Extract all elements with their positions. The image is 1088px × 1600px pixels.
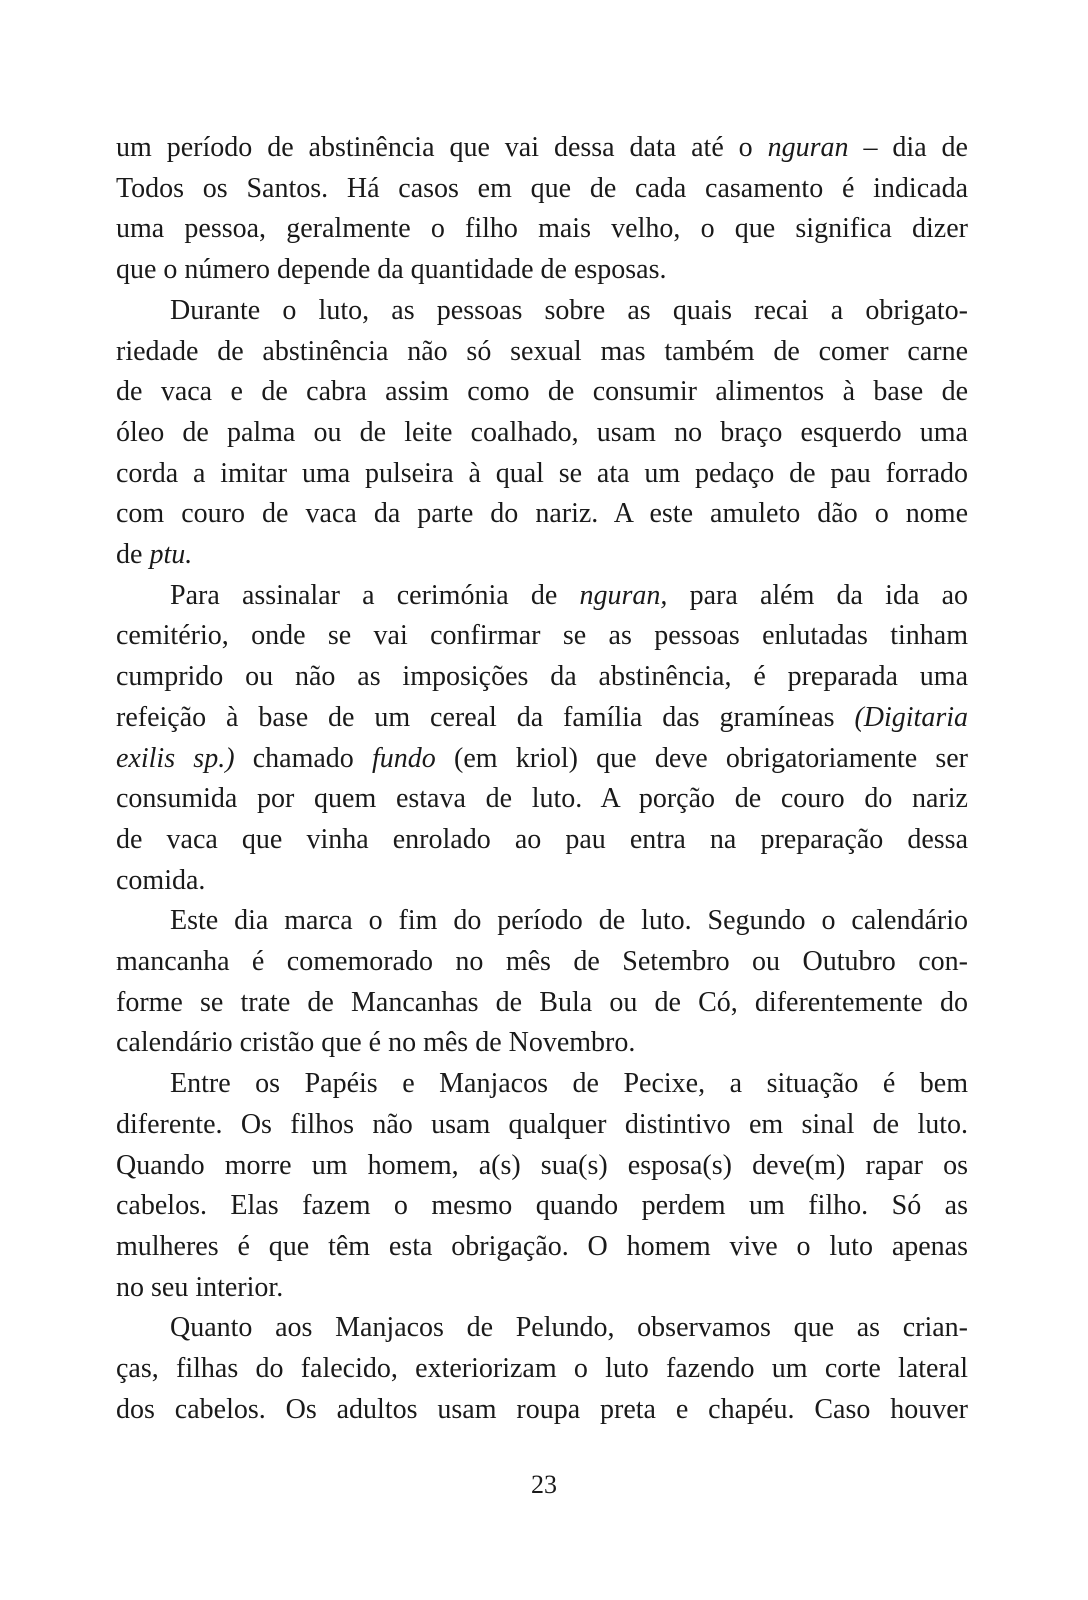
text-line <box>116 942 968 983</box>
text-line <box>116 1227 968 1268</box>
text-run: de vaca e de cabra assim como de consumir alimentos à base de <box>116 376 968 408</box>
text-run: no seu interior. <box>116 1271 284 1303</box>
paragraph <box>116 901 968 1064</box>
text-line <box>116 250 968 291</box>
text-line <box>116 698 968 739</box>
text-run: Quando morre um homem, a(s) sua(s) esposa(s) deve(m) rapar os <box>116 1149 968 1181</box>
text-run: forme se trate de Mancanhas de Bula ou de Có, diferentemente do <box>116 986 968 1018</box>
text-line <box>116 1064 968 1105</box>
text-line <box>116 820 968 861</box>
text-line <box>116 169 968 210</box>
italic-term: exilis sp.) <box>116 742 235 774</box>
text-run: riedade de abstinência não só sexual mas também de comer carne <box>116 335 968 367</box>
text-run: diferente. Os filhos não usam qualquer distintivo em sinal de luto. <box>116 1108 968 1140</box>
italic-term: nguran <box>767 132 849 163</box>
italic-term: (Digitaria <box>854 701 968 733</box>
text-line <box>116 779 968 820</box>
text-run: consumida por quem estava de luto. A porção de couro do nariz <box>116 783 968 815</box>
text-line <box>116 291 968 332</box>
text-line <box>116 616 968 657</box>
text-line <box>116 657 968 698</box>
text-line <box>116 983 968 1024</box>
text-run: comida. <box>116 864 206 896</box>
text-line <box>116 861 968 902</box>
paragraph <box>116 1308 968 1430</box>
text-run: óleo de palma ou de leite coalhado, usam no braço esquerdo uma <box>116 416 968 448</box>
text-run: (em kriol) que deve obrigatoriamente ser <box>435 742 969 774</box>
text-run: Quanto aos Manjacos de Pelundo, observamos que as crian- <box>170 1312 968 1344</box>
text-run: uma pessoa, geralmente o filho mais velho, o que significa dizer <box>116 213 968 245</box>
text-run: dos cabelos. Os adultos usam roupa preta e chapéu. Caso houver <box>116 1393 968 1425</box>
text-run: mulheres é que têm esta obrigação. O homem vive o luto apenas <box>116 1230 968 1262</box>
text-run: de vaca que vinha enrolado ao pau entra na preparação dessa <box>116 823 968 855</box>
text-run: Este dia marca o fim do período de luto. Segundo o calendário <box>170 905 968 937</box>
text-line <box>116 1105 968 1146</box>
text-run: Para assinalar a cerimónia de <box>170 579 580 611</box>
text-run: cumprido ou não as imposições da abstinência, é preparada uma <box>116 661 968 693</box>
page-number: 23 <box>531 1470 557 1499</box>
text-line <box>116 901 968 942</box>
body-text <box>116 128 968 1431</box>
text-line <box>116 535 968 576</box>
text-run: calendário cristão que é no mês de Novembro. <box>116 1027 636 1059</box>
text-line <box>116 1186 968 1227</box>
text-line <box>116 1268 968 1309</box>
text-run: Durante o luto, as pessoas sobre as quais recai a obrigato- <box>170 294 968 326</box>
text-run: Entre os Papéis e Manjacos de Pecixe, a situação é bem <box>170 1068 968 1100</box>
text-run: Todos os Santos. Há casos em que de cada casamento é indicada <box>116 172 968 204</box>
text-run: um período de abstinência que vai dessa data até o <box>116 132 768 163</box>
text-run: mancanha é comemorado no mês de Setembro ou Outubro con- <box>116 946 968 978</box>
text-line <box>116 454 968 495</box>
text-line <box>116 1390 968 1431</box>
paragraph <box>116 576 968 902</box>
italic-term: nguran, <box>579 579 668 611</box>
paragraph <box>116 128 968 291</box>
paragraph <box>116 291 968 576</box>
text-run: cemitério, onde se vai confirmar se as pessoas enlutadas tinham <box>116 620 968 652</box>
text-run: cabelos. Elas fazem o mesmo quando perdem um filho. Só as <box>116 1190 968 1222</box>
text-line <box>116 494 968 535</box>
italic-term: ptu. <box>149 539 193 571</box>
text-line <box>116 128 968 169</box>
text-line <box>116 739 968 780</box>
text-line <box>116 1349 968 1390</box>
text-run: com couro de vaca da parte do nariz. A este amuleto dão o nome <box>116 498 968 530</box>
text-line <box>116 1023 968 1064</box>
text-run: refeição à base de um cereal da família das gramíneas <box>116 701 855 733</box>
text-line <box>116 576 968 617</box>
text-line <box>116 413 968 454</box>
text-line <box>116 209 968 250</box>
text-run: corda a imitar uma pulseira à qual se ata um pedaço de pau forrado <box>116 457 968 489</box>
text-line <box>116 332 968 373</box>
italic-term: fundo <box>372 742 436 774</box>
text-line <box>116 1146 968 1187</box>
text-run: chamado <box>234 742 373 774</box>
text-run: ças, filhas do falecido, exteriorizam o luto fazendo um corte lateral <box>116 1353 968 1385</box>
text-run: de <box>116 539 150 571</box>
text-run: – dia de <box>848 132 968 163</box>
text-line <box>116 372 968 413</box>
paragraph <box>116 1064 968 1308</box>
text-line <box>116 1308 968 1349</box>
text-run: que o número depende da quantidade de esposas. <box>116 254 667 286</box>
text-run: para além da ida ao <box>667 579 969 611</box>
